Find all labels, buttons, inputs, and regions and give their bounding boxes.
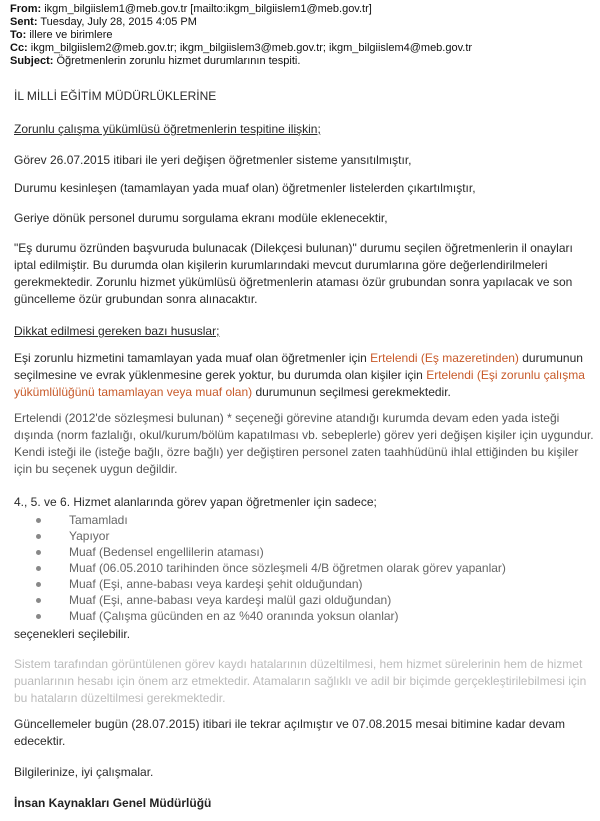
list-item: Yapıyor [36,528,506,544]
paragraph-2: Durumu kesinleşen (tamamlayan yada muaf olan) öğretmenler listelerden çıkartılmıştır, [14,181,476,195]
paragraph-10: Güncellemeler bugün (28.07.2015) itibari ile tekrar açılmıştır ve 07.08.2015 mesai bitimine kadar devam edecektir. [14,717,565,748]
signature: İnsan Kaynakları Genel Müdürlüğü [14,796,212,810]
cc-value: ikgm_bilgiislem2@meb.gov.tr; ikgm_bilgiislem3@meb.gov.tr; ikgm_bilgiislem4@meb.gov.tr [30,42,473,54]
cc-line [10,42,472,55]
paragraph-5-text-b: durumunun seçilmesine ve evrak yüklenmesine gerek yoktur, bu durumda olan kişiler için [14,351,583,382]
bullet-icon [36,582,41,587]
bullet-icon [36,614,41,619]
to-line [10,29,113,42]
subject-label: Subject: [10,55,54,67]
cc-label: Cc: [10,42,28,54]
bullet-icon [36,566,41,571]
paragraph-1: Görev 26.07.2015 itibari ile yeri değişen öğretmenler sisteme yansıtılmıştır, [14,153,412,167]
paragraph-11: Bilgilerinize, iyi çalışmalar. [14,765,154,779]
paragraph-5-highlight-1: Ertelendi (Eş mazeretinden) [370,351,519,365]
addressee: İL MİLLİ EĞİTİM MÜDÜRLÜKLERİNE [14,89,217,103]
paragraph-6: Ertelendi (2012'de sözleşmesi bulunan) * seçeneği görevine atandığı kurumda devam eden yada isteği dışında (norm fazlalığı, okul/kurum/bölüm kapatılması vb. sebeplerle) görev yeri değişen kişiler için uygundur. Kendi isteği ile (isteğe bağlı, özre bağlı) yer değiştiren personel zaten taahhüdünü ihlal ettiğinden bu kişiler için bu seçenek uygun değildir. [14,411,594,476]
paragraph-5-text-c: durumunun seçilmesi gerekmektedir. [252,385,451,399]
list-item: Muaf (06.05.2010 tarihinden önce sözleşmeli 4/B öğretmen olarak görev yapanlar) [36,560,506,576]
list-item: Tamamladı [36,512,506,528]
to-value: illere ve birimlere [29,29,113,41]
subject-line [10,55,300,68]
paragraph-3: Geriye dönük personel durumu sorgulama ekranı modüle eklenecektir, [14,211,388,225]
from-value: ikgm_bilgiislem1@meb.gov.tr [mailto:ikgm_bilgiislem1@meb.gov.tr] [44,3,372,15]
from-line [10,3,372,16]
to-label: To: [10,29,27,41]
bullet-icon [36,550,41,555]
options-list [36,512,506,624]
paragraph-5-text-a: Eşi zorunlu hizmetini tamamlayan yada muaf olan öğretmenler için [14,351,371,365]
subject-value: Öğretmenlerin zorunlu hizmet durumlarının tespiti. [56,55,301,67]
bullet-icon [36,598,41,603]
list-item: Muaf (Bedensel engellilerin ataması) [36,544,506,560]
regarding-line: Zorunlu çalışma yükümlüsü öğretmenlerin tespitine ilişkin; [14,122,321,136]
paragraph-8: seçenekleri seçilebilir. [14,627,131,641]
paragraph-9: Sistem tarafından görüntülenen görev kaydı hatalarının düzeltilmesi, hem hizmet sürelerinin hem de hizmet puanlarının hesabı için önem arz etmektedir. Atamaların sağlıklı ve adil bir biçimde gerçekleştirilebilmesi için bu hataların düzeltilmesi gerekmektedir. [14,657,587,705]
list-item: Muaf (Çalışma gücünden en az %40 oranında yoksun olanlar) [36,608,506,624]
paragraph-5 [14,350,596,401]
sent-label: Sent: [10,16,38,28]
list-item: Muaf (Eşi, anne-babası veya kardeşi malül gazi olduğundan) [36,592,506,608]
paragraph-4: "Eş durumu özründen başvuruda bulunacak (Dilekçesi bulunan)" durumu seçilen öğretmenlerin il onayları iptal edilmiştir. Bu durumda olan kişilerin kurumlarındaki mevcut durumlarına göre değerlendirilmeleri gerekmektedir. Zorunlu hizmet yükümlüsü öğretmenlerin ataması özür grubundan sonra yapılacak ve son güncelleme özür grubundan sonra alınacaktır. [14,241,573,306]
sent-line [10,16,197,29]
sent-value: Tuesday, July 28, 2015 4:05 PM [40,16,197,28]
bullet-icon [36,518,41,523]
paragraph-5-highlight-2: Ertelendi (Eşi zorunlu çalışma yükümlülüğünü tamamlayan veya muaf olan) [14,368,585,399]
list-item: Muaf (Eşi, anne-babası veya kardeşi şehit olduğundan) [36,576,506,592]
bullet-icon [36,534,41,539]
paragraph-7: 4., 5. ve 6. Hizmet alanlarında görev yapan öğretmenler için sadece; [14,495,377,509]
from-label: From: [10,3,42,15]
attention-heading: Dikkat edilmesi gereken bazı hususlar; [14,324,220,338]
